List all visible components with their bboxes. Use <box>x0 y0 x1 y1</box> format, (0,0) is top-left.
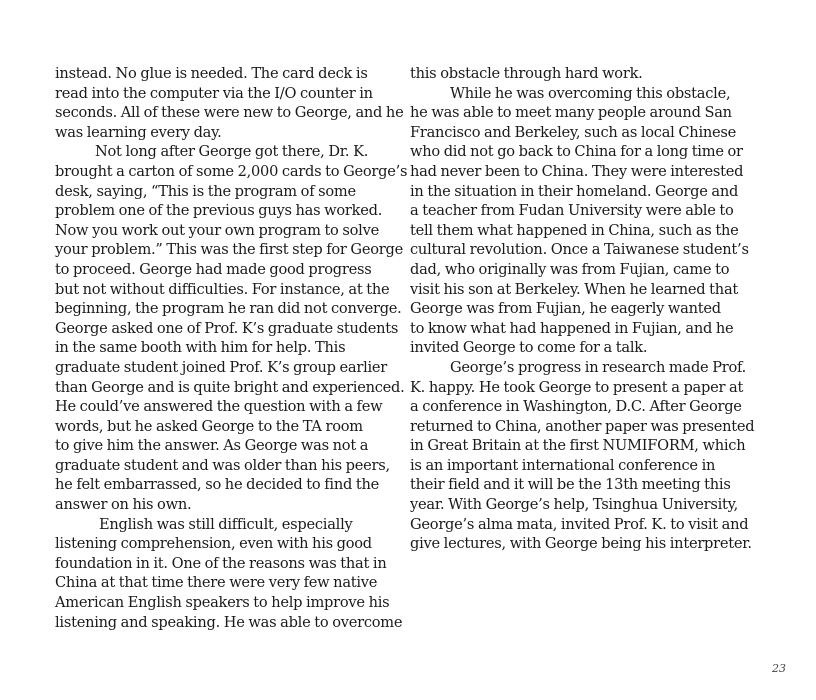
text-line: but not without difficulties. For instance, at the <box>55 280 390 298</box>
text-line: George was from Fujian, he eagerly wanted <box>410 300 721 318</box>
page-number: 23 <box>772 662 786 675</box>
text-line: he was able to meet many people around San <box>410 104 732 122</box>
text-line: year. With George’s help, Tsinghua University, <box>410 496 739 514</box>
text-line: tell them what happened in China, such as the <box>410 221 739 239</box>
text-line: give lectures, with George being his interpreter. <box>410 535 752 553</box>
text-line: in the same booth with him for help. This <box>55 339 346 357</box>
text-line: listening comprehension, even with his good <box>55 535 372 553</box>
text-line: words, but he asked George to the TA room <box>55 417 363 435</box>
text-line: dad, who originally was from Fujian, came to <box>410 260 730 278</box>
text-line: problem one of the previous guys has worked. <box>55 202 383 220</box>
text-line: cultural revolution. Once a Taiwanese student’s <box>410 241 749 259</box>
text-line: visit his son at Berkeley. When he learned that <box>410 280 739 298</box>
text-line: George asked one of Prof. K’s graduate students <box>55 319 399 337</box>
text-line: foundation in it. One of the reasons was that in <box>55 554 387 572</box>
text-line: than George and is quite bright and experienced. <box>55 378 405 396</box>
text-line: seconds. All of these were new to George, and he <box>55 104 404 122</box>
paragraph-start-line: While he was overcoming this obstacle, <box>450 84 731 102</box>
text-line: invited George to come for a talk. <box>410 339 648 357</box>
text-line: in the situation in their homeland. George and <box>410 182 739 200</box>
text-line: was learning every day. <box>55 123 222 141</box>
text-line: to give him the answer. As George was not a <box>55 437 369 455</box>
text-line: who did not go back to China for a long time or <box>410 143 743 161</box>
text-line: returned to China, another paper was presented <box>410 417 755 435</box>
paragraph-start-line: George’s progress in research made Prof. <box>450 358 747 376</box>
left-text-column <box>55 64 408 632</box>
right-text-column <box>410 64 755 554</box>
text-line: a teacher from Fudan University were able to <box>410 202 734 220</box>
text-line: Francisco and Berkeley, such as local Chinese <box>410 123 737 141</box>
text-line: China at that time there were very few native <box>55 574 378 592</box>
text-line: George’s alma mata, invited Prof. K. to visit and <box>410 515 749 533</box>
text-line: He could’ve answered the question with a few <box>55 398 383 416</box>
text-line: American English speakers to help improve his <box>55 594 390 612</box>
text-line: answer on his own. <box>55 496 192 514</box>
text-line: a conference in Washington, D.C. After George <box>410 398 742 416</box>
text-line: had never been to China. They were interested <box>410 162 744 180</box>
text-line: desk, saying, “This is the program of some <box>55 182 356 200</box>
text-line: Now you work out your own program to solve <box>55 221 379 239</box>
text-line: brought a carton of some 2,000 cards to George’s <box>55 162 408 180</box>
text-line: beginning, the program he ran did not converge. <box>55 300 402 318</box>
paragraph-start-line: English was still difficult, especially <box>99 515 353 533</box>
text-line: read into the computer via the I/O counter in <box>55 84 373 102</box>
text-line: K. happy. He took George to present a paper at <box>410 378 744 396</box>
text-line: graduate student and was older than his peers, <box>55 456 390 474</box>
text-line: your problem.” This was the first step for George <box>55 241 403 259</box>
text-line: instead. No glue is needed. The card deck is <box>55 65 368 82</box>
text-line: to know what had happened in Fujian, and he <box>410 319 734 337</box>
paragraph-start-line: Not long after George got there, Dr. K. <box>95 143 369 161</box>
text-line: their field and it will be the 13th meeting this <box>410 476 731 494</box>
text-line: listening and speaking. He was able to overcome <box>55 613 403 631</box>
text-line: to proceed. George had made good progress <box>55 260 372 278</box>
text-line: graduate student joined Prof. K’s group earlier <box>55 358 388 376</box>
text-line: is an important international conference in <box>410 456 716 474</box>
text-line: he felt embarrassed, so he decided to find the <box>55 476 379 494</box>
text-line: in Great Britain at the first NUMIFORM, which <box>410 437 746 455</box>
text-line: this obstacle through hard work. <box>410 65 643 82</box>
